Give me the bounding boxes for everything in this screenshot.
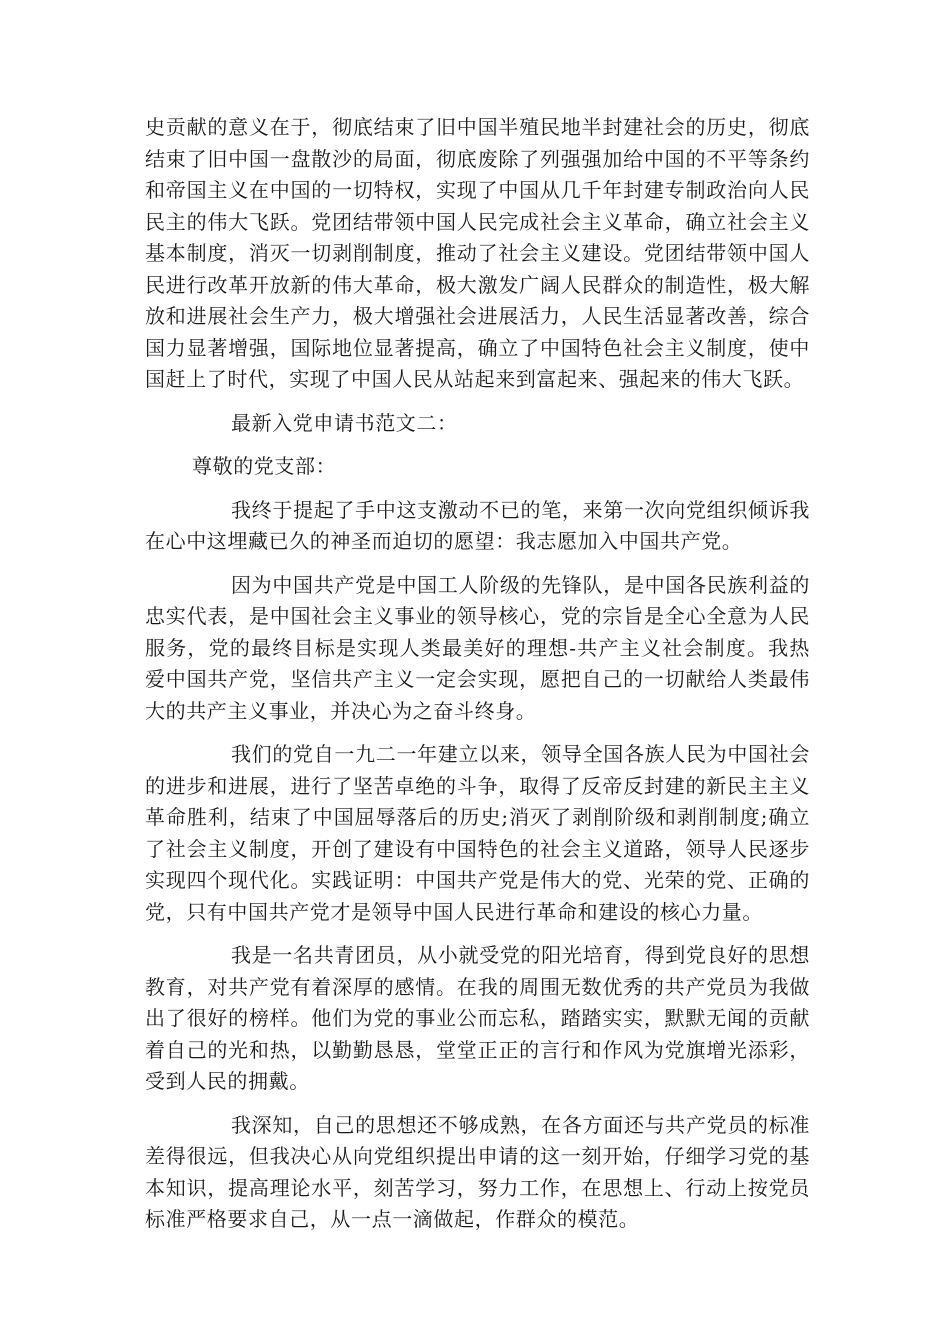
paragraph-reasons: 因为中国共产党是中国工人阶级的先锋队，是中国各民族利益的忠实代表，是中国社会主义事业的领导核心，党的宗旨是全心全意为人民服务，党的最终目标是实现人类最美好的理想-共产主义社会制度。我热爱中国共产党，坚信共产主义一定会实现，愿把自己的一切献给人类最伟大的共产主义事业，并决心为之奋斗终身。: [145, 572, 810, 723]
document-body: [145, 112, 810, 1236]
paragraph-intention: 我终于提起了手中这支激动不已的笔，来第一次向党组织倾诉我在心中这埋藏已久的神圣而迫切的愿望：我志愿加入中国共产党。: [145, 497, 810, 553]
paragraph-continued-history: 史贡献的意义在于，彻底结束了旧中国半殖民地半封建社会的历史，彻底结束了旧中国一盘散沙的局面，彻底废除了列强强加给中国的不平等条约和帝国主义在中国的一切特权，实现了中国从几千年封建专制政治向人民民主的伟大飞跃。党团结带领中国人民完成社会主义革命，确立社会主义基本制度，消灭一切剥削制度，推动了社会主义建设。党团结带领中国人民进行改革开放新的伟大革命，极大激发广阔人民群众的制造性，极大解放和进展社会生产力，极大增强社会进展活力，人民生活显著改善，综合国力显著增强，国际地位显著提高，确立了中国特色社会主义制度，使中国赶上了时代，实现了中国人民从站起来到富起来、强起来的伟大飞跃。: [145, 115, 810, 391]
paragraph-commitment: 我深知，自己的思想还不够成熟，在各方面还与共产党员的标准差得很远，但我决心从向党组织提出申请的这一刻开始，仔细学习党的基本知识，提高理论水平，刻苦学习，努力工作，在思想上、行动上按党员标准严格要求自己，从一点一滴做起，作群众的模范。: [145, 1112, 810, 1231]
section-heading: 最新入党申请书范文二：: [231, 410, 458, 435]
salutation: 尊敬的党支部：: [192, 454, 337, 478]
paragraph-personal-background: 我是一名共青团员，从小就受党的阳光培育，得到党良好的思想教育，对共产党有着深厚的感情。在我的周围无数优秀的共产党员为我做出了很好的榜样。他们为党的事业公而忘私，踏踏实实，默默无闻的贡献着自己的光和热，以勤勤恳恳，堂堂正正的言行和作风为党旗增光添彩，受到人民的拥戴。: [145, 943, 810, 1093]
paragraph-party-history: 我们的党自一九二一年建立以来，领导全国各族人民为中国社会的进步和进展，进行了坚苦卓绝的斗争，取得了反帝反封建的新民主主义革命胜利，结束了中国屈辱落后的历史;消灭了剥削阶级和剥削制度;确立了社会主义制度，开创了建设有中国特色的社会主义道路，领导人民逐步实现四个现代化。实践证明：中国共产党是伟大的党、光荣的党、正确的党，只有中国共产党才是领导中国人民进行革命和建设的核心力量。: [145, 742, 810, 924]
